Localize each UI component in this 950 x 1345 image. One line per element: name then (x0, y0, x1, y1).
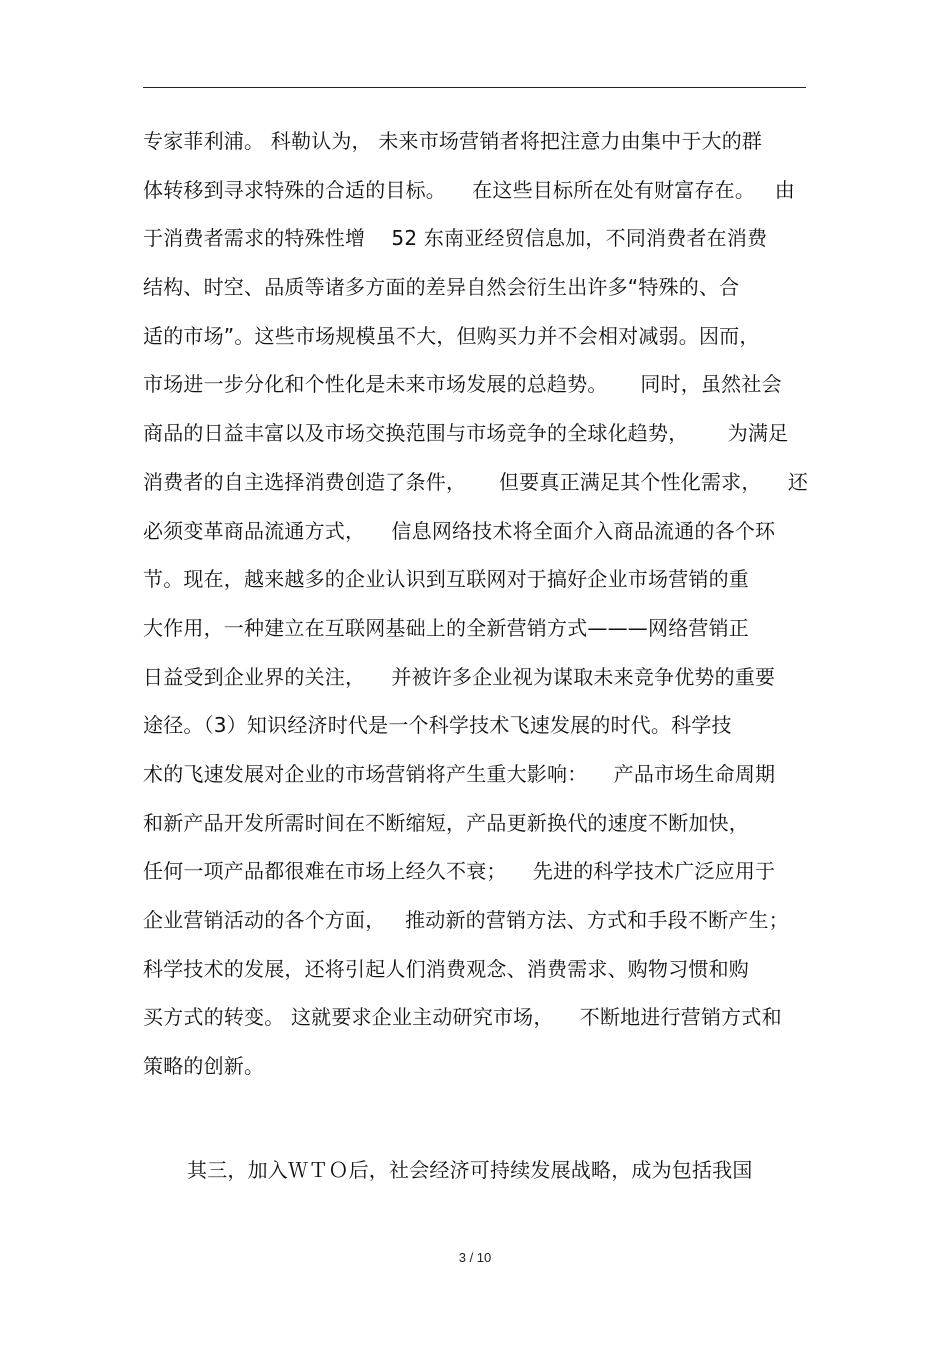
text-line: 节。现在，越来越多的企业认识到互联网对于搞好企业市场营销的重 (143, 567, 749, 592)
text-line: 买方式的转变。 这就要求企业主动研究市场， 不断地进行营销方式和 (143, 1005, 782, 1030)
text-line: 日益受到企业界的关注， 并被许多企业视为谋取未来竞争优势的重要 (143, 664, 776, 689)
text-line: 结构、时空、品质等诸多方面的差异自然会衍生出许多“特殊的、合 (143, 275, 740, 300)
text-line: 于消费者需求的特殊性增 52 东南亚经贸信息加，不同消费者在消费 (143, 226, 768, 251)
text-line: 和新产品开发所需时间在不断缩短，产品更新换代的速度不断加快， (143, 810, 749, 835)
text-line: 市场进一步分化和个性化是未来市场发展的总趋势。 同时，虽然社会 (143, 372, 782, 397)
text-line: 策略的创新。 (143, 1054, 265, 1079)
text-line: 大作用，一种建立在互联网基础上的全新营销方式———网络营销正 (143, 615, 749, 640)
text-line: 专家菲利浦。 科勒认为， 未来市场营销者将把注意力由集中于大的群 (143, 129, 763, 153)
text-line: 任何一项产品都很难在市场上经久不衰； 先进的科学技术广泛应用于 (143, 859, 776, 884)
text-line: 术的飞速发展对企业的市场营销将产生重大影响： 产品市场生命周期 (143, 761, 776, 786)
header-rule (143, 87, 806, 88)
text-line: 适的市场”。这些市场规模虽不大，但购买力并不会相对减弱。因而， (143, 323, 760, 348)
paragraph-start-line: 其三，加入ＷＴＯ后，社会经济可持续发展战略，成为包括我国 (187, 1157, 753, 1182)
text-line: 体转移到寻求特殊的合适的目标。 在这些目标所在处有财富存在。 由 (143, 177, 795, 202)
body-text (143, 122, 813, 1199)
paragraph-gap (143, 1096, 813, 1151)
page-number: 3 / 10 (458, 1250, 492, 1265)
text-line: 途径。（3）知识经济时代是一个科学技术飞速发展的时代。科学技 (143, 713, 732, 738)
text-line: 企业营销活动的各个方面， 推动新的营销方法、方式和手段不断产生； (143, 908, 789, 932)
text-line: 消费者的自主选择消费创造了条件， 但要真正满足其个性化需求， 还 (143, 469, 809, 494)
text-line: 必须变革商品流通方式， 信息网络技术将全面介入商品流通的各个环 (143, 518, 776, 543)
text-line: 科学技术的发展，还将引起人们消费观念、消费需求、购物习惯和购 (143, 956, 749, 981)
text-line: 商品的日益丰富以及市场交换范围与市场竞争的全球化趋势， 为满足 (143, 421, 789, 446)
